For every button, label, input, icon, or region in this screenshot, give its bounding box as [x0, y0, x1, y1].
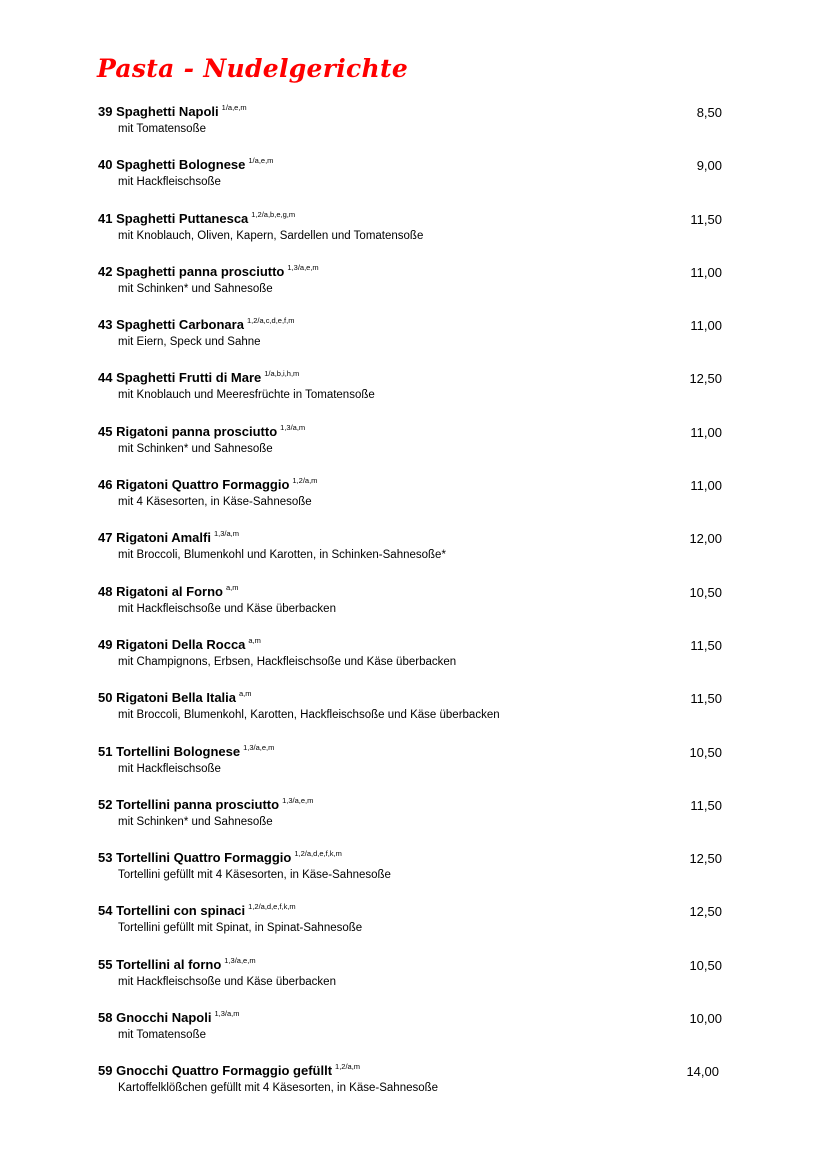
item-price: 10,50 — [689, 957, 722, 973]
item-number: 50 — [98, 690, 113, 706]
item-name: Spaghetti Napoli — [116, 104, 219, 119]
menu-item — [98, 956, 728, 1009]
item-description: Kartoffelklößchen gefüllt mit 4 Käsesorten, in Käse-Sahnesoße — [118, 1082, 439, 1095]
item-line — [98, 529, 239, 547]
menu-list — [98, 103, 728, 1116]
item-number: 39 — [98, 104, 113, 119]
item-name: Spaghetti Bolognese — [116, 157, 246, 173]
item-number: 43 — [98, 317, 113, 333]
item-line — [98, 476, 317, 494]
item-allergens: 1,2/a,b,e,g,m — [251, 209, 296, 219]
menu-item — [98, 423, 728, 476]
item-number: 49 — [98, 636, 113, 652]
item-line — [98, 210, 295, 228]
item-number: 46 — [98, 477, 113, 493]
item-description: Tortellini gefüllt mit Spinat, in Spinat-Sahnesoße — [118, 922, 363, 935]
item-name: Rigatoni Della Rocca — [116, 636, 246, 652]
item-price: 11,50 — [690, 691, 722, 707]
menu-item — [98, 263, 728, 316]
item-description: mit Hackfleischsoße und Käse überbacken — [118, 975, 336, 988]
item-description: mit Knoblauch und Meeresfrüchte in Tomatensoße — [118, 389, 375, 402]
item-name: Rigatoni Bella Italia — [116, 690, 237, 706]
item-description: mit Broccoli, Blumenkohl und Karotten, in Schinken-Sahnesoße* — [118, 549, 446, 562]
menu-item — [98, 743, 728, 796]
menu-item — [98, 1009, 728, 1062]
item-price: 14,00 — [686, 1064, 719, 1080]
item-number: 44 — [98, 370, 113, 386]
item-description: mit Knoblauch, Oliven, Kapern, Sardellen und Tomatensoße — [118, 229, 424, 242]
item-number: 48 — [98, 583, 113, 599]
item-line — [98, 1062, 360, 1080]
item-line — [98, 849, 342, 867]
item-name: Spaghetti Puttanesca — [116, 210, 249, 226]
item-line — [98, 636, 261, 654]
item-allergens: 1,2/a,m — [292, 476, 318, 486]
item-allergens: a,m — [225, 582, 239, 592]
item-line — [98, 156, 273, 174]
item-allergens: 1,2/a,c,d,e,f,m — [246, 316, 295, 326]
menu-item — [98, 689, 728, 742]
item-allergens: 1/a,b,i,h,m — [264, 369, 300, 379]
item-price: 12,50 — [689, 851, 722, 867]
item-description: mit Hackfleischsoße — [118, 176, 221, 189]
item-allergens: 1,3/a,e,m — [224, 955, 256, 965]
item-number: 52 — [98, 796, 113, 812]
item-name: Spaghetti Frutti di Mare — [116, 370, 262, 386]
item-number: 42 — [98, 263, 113, 279]
item-number: 40 — [98, 157, 113, 173]
item-description: mit 4 Käsesorten, in Käse-Sahnesoße — [118, 496, 312, 509]
menu-item — [98, 636, 728, 689]
item-price: 9,00 — [696, 158, 722, 174]
item-price: 11,50 — [690, 637, 722, 653]
page-title: Pasta - Nudelgerichte — [97, 54, 409, 83]
item-allergens: 1/a,e,m — [221, 103, 247, 112]
item-name: Spaghetti panna prosciutto — [116, 263, 285, 279]
item-description: mit Eiern, Speck und Sahne — [118, 336, 261, 349]
menu-item — [98, 476, 728, 529]
item-name: Rigatoni Amalfi — [116, 530, 211, 546]
item-line — [98, 1009, 239, 1027]
item-allergens: 1,3/a,e,m — [287, 262, 319, 272]
item-price: 11,00 — [690, 478, 722, 494]
item-price: 11,50 — [690, 211, 722, 227]
item-number: 45 — [98, 423, 113, 439]
item-description: mit Schinken* und Sahnesoße — [118, 815, 273, 828]
item-description: mit Hackfleischsoße — [118, 762, 221, 775]
item-line — [98, 583, 239, 601]
item-price: 12,50 — [689, 904, 722, 920]
item-allergens: 1,3/a,m — [213, 529, 239, 539]
item-number: 41 — [98, 210, 113, 226]
item-price: 10,00 — [689, 1011, 722, 1027]
menu-item — [98, 902, 728, 955]
item-number: 54 — [98, 903, 113, 919]
item-name: Tortellini Bolognese — [116, 743, 241, 759]
item-line — [98, 902, 296, 920]
item-number: 47 — [98, 530, 113, 546]
item-allergens: a,m — [248, 635, 261, 645]
item-line — [98, 689, 252, 707]
menu-item — [98, 1062, 728, 1115]
item-price: 11,00 — [690, 264, 722, 280]
item-price: 11,50 — [690, 797, 722, 813]
item-allergens: 1,2/a,d,e,f,k,m — [248, 902, 296, 912]
item-allergens: 1,3/a,e,m — [282, 795, 314, 805]
item-line — [98, 796, 313, 814]
menu-item — [98, 529, 728, 582]
item-name: Gnocchi Quattro Formaggio gefüllt — [116, 1063, 333, 1079]
item-description: mit Broccoli, Blumenkohl, Karotten, Hackfleischsoße und Käse überbacken — [118, 709, 500, 722]
item-price: 12,00 — [689, 531, 722, 547]
item-name: Rigatoni al Forno — [116, 583, 223, 599]
item-line — [98, 316, 294, 334]
item-name: Gnocchi Napoli — [116, 1010, 212, 1026]
item-description: mit Schinken* und Sahnesoße — [118, 442, 273, 455]
menu-item — [98, 316, 728, 369]
item-price: 10,50 — [689, 584, 722, 600]
item-description: mit Tomatensoße — [118, 123, 206, 135]
item-price: 10,50 — [689, 744, 722, 760]
item-allergens: 1,2/a,d,e,f,k,m — [294, 849, 342, 859]
item-description: Tortellini gefüllt mit 4 Käsesorten, in Käse-Sahnesoße — [118, 869, 391, 882]
menu-item — [98, 583, 728, 636]
item-number: 51 — [98, 743, 113, 759]
item-name: Rigatoni panna prosciutto — [116, 423, 278, 439]
menu-item — [98, 210, 728, 263]
item-allergens: a,m — [239, 689, 252, 699]
item-description: mit Schinken* und Sahnesoße — [118, 282, 273, 295]
item-description: mit Tomatensoße — [118, 1029, 206, 1042]
item-allergens: 1,3/a,m — [214, 1009, 240, 1019]
menu-item — [98, 849, 728, 902]
item-name: Tortellini con spinaci — [116, 903, 246, 919]
item-number: 53 — [98, 850, 113, 866]
menu-item — [98, 796, 728, 849]
item-number: 58 — [98, 1010, 113, 1026]
item-allergens: 1/a,e,m — [248, 156, 274, 166]
item-allergens: 1,2/a,m — [335, 1062, 361, 1072]
item-price: 12,50 — [689, 371, 722, 387]
item-name: Rigatoni Quattro Formaggio — [116, 477, 290, 493]
item-price: 11,00 — [690, 424, 722, 440]
item-name: Spaghetti Carbonara — [116, 317, 244, 333]
item-name: Tortellini panna prosciutto — [116, 796, 280, 812]
menu-item — [98, 369, 728, 422]
item-line — [98, 956, 256, 974]
item-line — [98, 423, 305, 441]
menu-item — [98, 156, 728, 209]
item-line — [98, 103, 247, 121]
menu-item — [98, 103, 728, 156]
item-price: 8,50 — [696, 105, 722, 120]
item-name: Tortellini Quattro Formaggio — [116, 850, 292, 866]
item-description: mit Champignons, Erbsen, Hackfleischsoße und Käse überbacken — [118, 655, 457, 668]
item-line — [98, 263, 319, 281]
item-line — [98, 743, 274, 761]
item-allergens: 1,3/a,m — [280, 422, 306, 432]
item-description: mit Hackfleischsoße und Käse überbacken — [118, 602, 336, 615]
item-allergens: 1,3/a,e,m — [243, 742, 275, 752]
item-line — [98, 369, 299, 387]
item-number: 55 — [98, 956, 113, 972]
item-number: 59 — [98, 1063, 113, 1079]
item-price: 11,00 — [690, 318, 722, 334]
item-name: Tortellini al forno — [116, 956, 222, 972]
